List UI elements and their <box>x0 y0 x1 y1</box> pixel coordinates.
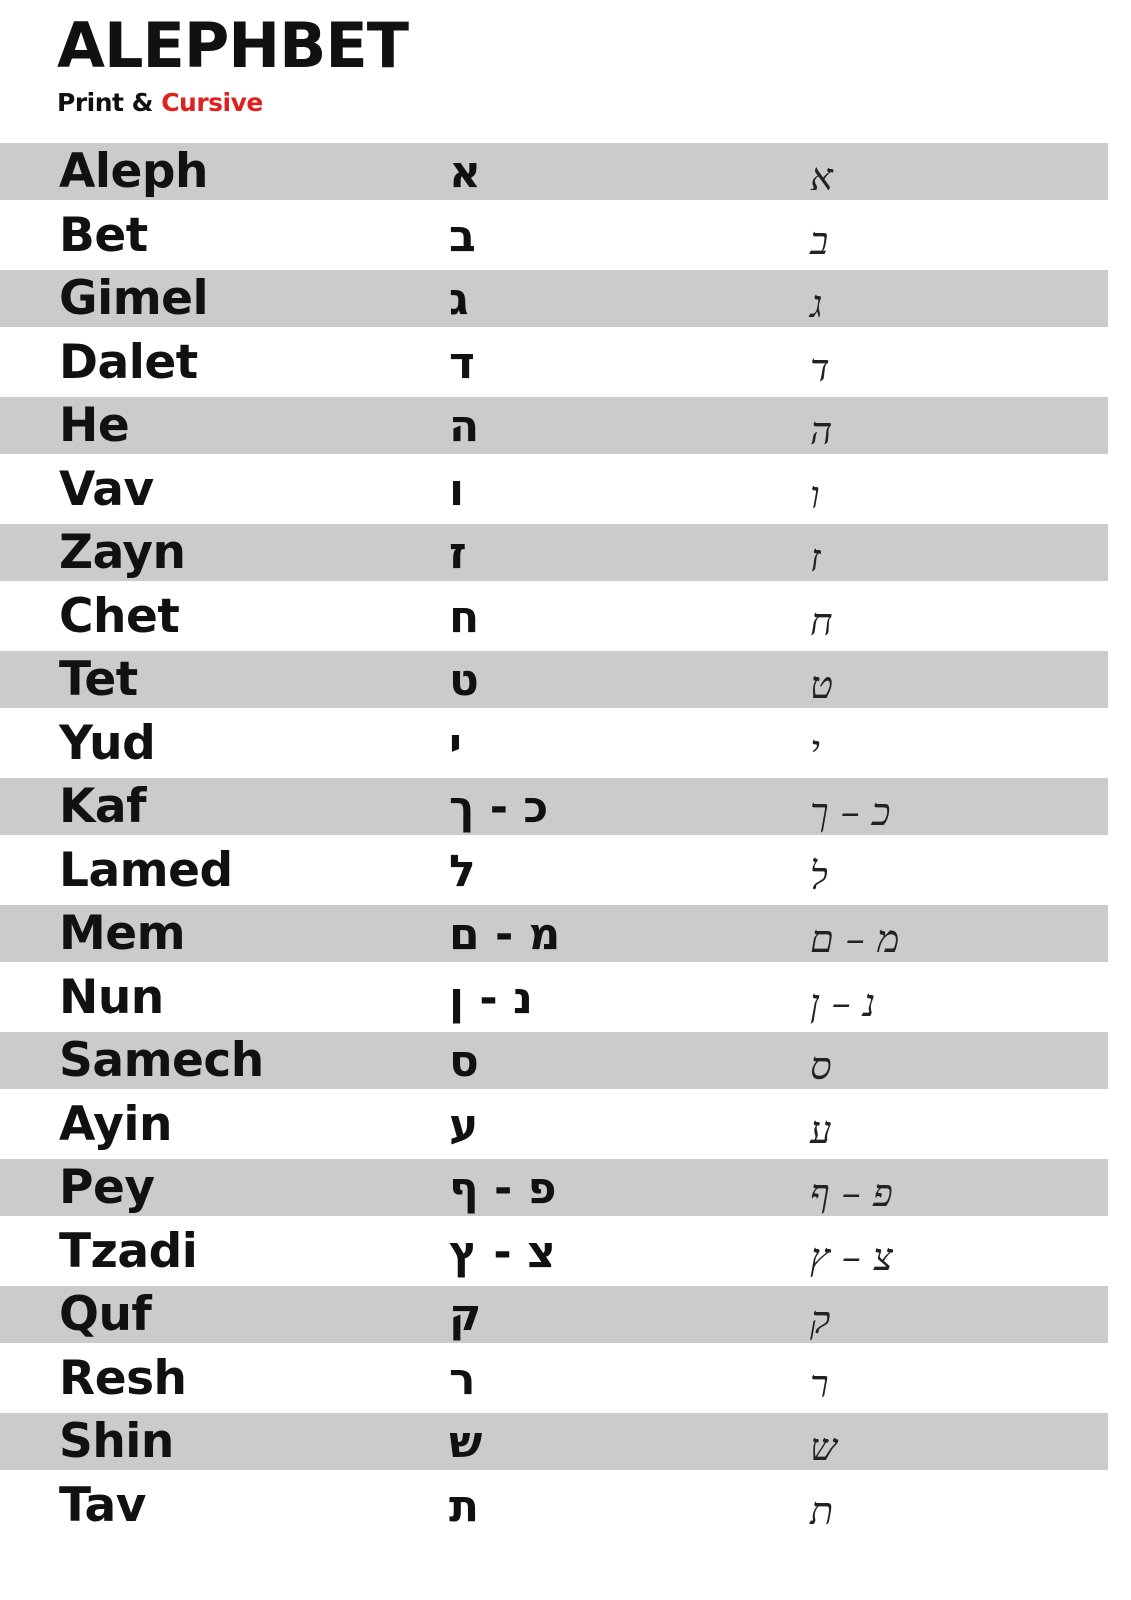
letter-row <box>0 715 1108 779</box>
letter-row <box>0 270 1108 334</box>
letter-print: ג <box>449 274 469 325</box>
letter-print: ח <box>449 591 480 643</box>
letter-row <box>0 461 1108 525</box>
letter-cursive: פ – ף <box>810 1171 893 1215</box>
letter-row <box>0 905 1108 969</box>
letter-print: ז <box>449 528 467 579</box>
letter-name: Shin <box>59 1414 174 1469</box>
letter-cursive: ד <box>810 345 830 390</box>
letter-cursive: ת <box>810 1488 834 1533</box>
letter-row <box>0 651 1108 715</box>
letter-row <box>0 524 1108 588</box>
letter-name: Gimel <box>59 271 209 326</box>
letter-print: א <box>449 147 482 198</box>
letter-cursive: א <box>810 155 833 199</box>
letter-row <box>0 1286 1108 1350</box>
letter-print: ע <box>449 1099 479 1151</box>
row-band <box>0 1477 1108 1534</box>
letter-cursive: ר <box>810 1361 829 1406</box>
letter-row <box>0 1413 1108 1477</box>
letter-name: Vav <box>59 461 154 517</box>
letter-cursive: ו <box>810 472 820 517</box>
letter-name: Kaf <box>59 779 147 834</box>
letter-print: ק <box>449 1290 482 1341</box>
letter-row <box>0 1477 1108 1541</box>
letter-row <box>0 207 1108 271</box>
letter-cursive: מ – ם <box>810 917 900 961</box>
letter-name: Pey <box>59 1160 155 1215</box>
letter-row <box>0 842 1108 906</box>
letter-cursive: ק <box>810 1298 831 1342</box>
page-subtitle <box>57 88 408 118</box>
letter-print: ר <box>449 1353 476 1405</box>
row-band <box>0 715 1108 772</box>
letter-print: מ - ם <box>449 909 561 960</box>
letter-cursive: ל <box>810 853 828 898</box>
letter-cursive: י <box>810 726 820 771</box>
letter-row <box>0 778 1108 842</box>
letter-name: Bet <box>59 207 148 263</box>
letter-name: Aleph <box>59 144 208 199</box>
letter-name: Tzadi <box>59 1223 198 1279</box>
letter-cursive: ט <box>810 663 833 707</box>
letter-print: ס <box>449 1036 479 1087</box>
letter-print: ת <box>449 1480 480 1532</box>
letter-cursive: ש <box>810 1425 837 1469</box>
letter-name: Yud <box>59 715 156 771</box>
row-band <box>0 651 1108 708</box>
letter-row <box>0 969 1108 1033</box>
letter-row <box>0 143 1108 207</box>
letter-name: Lamed <box>59 842 233 898</box>
letter-name: Quf <box>59 1287 152 1342</box>
letter-cursive: נ – ן <box>810 980 876 1025</box>
letter-name: Resh <box>59 1350 187 1406</box>
letter-name: Zayn <box>59 525 186 580</box>
letter-print: ה <box>449 401 480 452</box>
letter-print: ש <box>449 1417 483 1468</box>
letter-print: ב <box>449 210 476 262</box>
row-band <box>0 397 1108 454</box>
letter-name: Dalet <box>59 334 198 390</box>
letter-print: ו <box>449 464 465 516</box>
page-header <box>57 9 409 118</box>
letter-print: ט <box>449 655 479 706</box>
letter-print: ל <box>449 845 476 897</box>
letter-name: Tet <box>59 652 138 707</box>
letter-row <box>0 1159 1108 1223</box>
letter-row <box>0 588 1108 652</box>
letter-cursive: כ – ך <box>810 790 891 834</box>
letter-cursive: ח <box>810 599 833 644</box>
letter-print: י <box>449 718 462 770</box>
letter-cursive: ג <box>810 282 823 326</box>
letter-cursive: ה <box>810 409 833 453</box>
row-band <box>0 461 1108 518</box>
letter-name: Samech <box>59 1033 264 1088</box>
letter-print: פ - ף <box>449 1163 557 1214</box>
page-title: ALEPHBET <box>57 9 409 82</box>
letter-row <box>0 1096 1108 1160</box>
letter-name: Chet <box>59 588 180 644</box>
letter-table <box>0 143 1108 1540</box>
letter-row <box>0 397 1108 461</box>
letter-name: Ayin <box>59 1096 172 1152</box>
subtitle-print: Print & <box>57 88 153 117</box>
row-band <box>0 207 1108 264</box>
letter-print: צ - ץ <box>449 1226 556 1278</box>
subtitle-cursive: Cursive <box>161 88 263 117</box>
letter-print: כ - ך <box>449 782 549 833</box>
letter-name: He <box>59 398 130 453</box>
letter-row <box>0 1223 1108 1287</box>
letter-print: ד <box>449 337 475 389</box>
letter-cursive: צ – ץ <box>810 1234 893 1279</box>
letter-cursive: ס <box>810 1044 832 1088</box>
letter-cursive: ז <box>810 536 821 580</box>
letter-row <box>0 1032 1108 1096</box>
letter-row <box>0 1350 1108 1414</box>
letter-print: נ - ן <box>449 972 533 1024</box>
letter-cursive: ב <box>810 218 829 263</box>
letter-name: Tav <box>59 1477 146 1533</box>
row-band <box>0 969 1108 1026</box>
letter-name: Nun <box>59 969 164 1025</box>
letter-name: Mem <box>59 906 186 961</box>
row-band <box>0 1286 1108 1343</box>
row-band <box>0 778 1108 835</box>
letter-cursive: ע <box>810 1107 832 1152</box>
letter-row <box>0 334 1108 398</box>
